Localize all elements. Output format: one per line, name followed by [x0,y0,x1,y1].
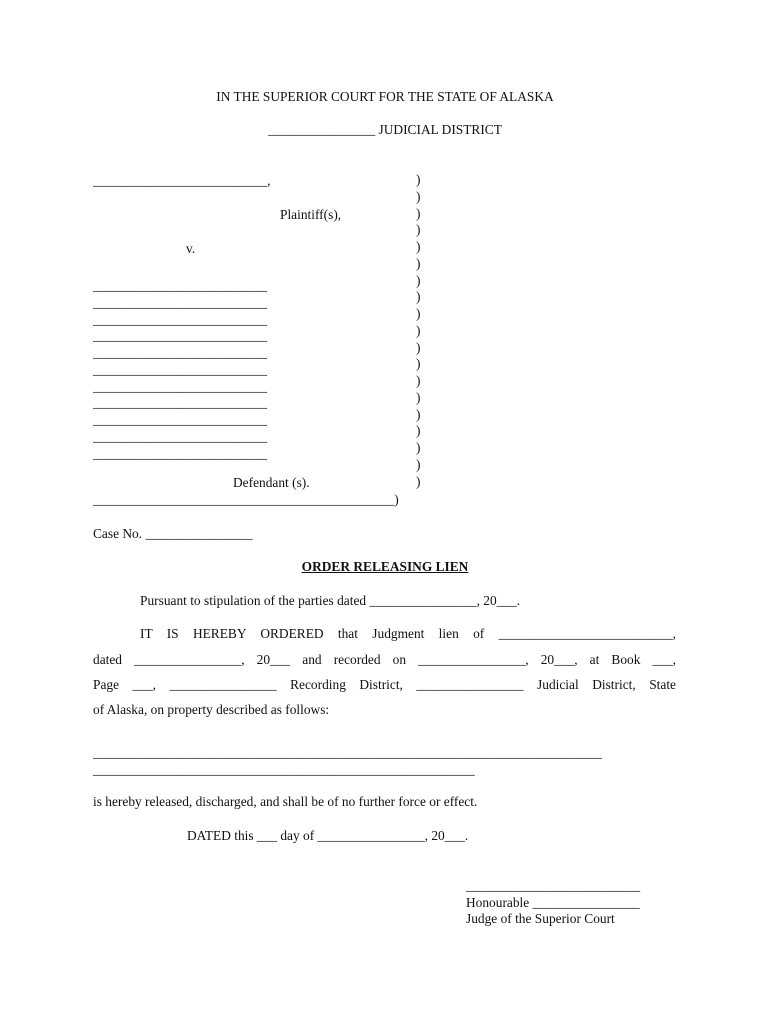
release-statement: is hereby released, discharged, and shall be of no further force or effect. [93,794,478,809]
caption-paren: ) [416,473,421,489]
defendant-blank: __________________________ [93,428,268,444]
versus-label: v. [186,241,196,256]
case-number: Case No. ________________ [93,526,253,541]
caption-paren: ) [416,289,421,305]
stipulation-paragraph: Pursuant to stipulation of the parties dated ________________, 20___. [140,593,521,608]
caption-paren: ) [416,306,421,321]
defendant-blanks [93,278,267,462]
caption-paren: ) [416,389,421,405]
plaintiff-label: Plaintiff(s), [280,207,342,222]
defendant-blank: __________________________ [93,378,268,394]
plaintiff-blank: __________________________, [93,173,271,188]
caption-paren: ) [416,322,421,338]
defendant-blank: __________________________ [93,311,268,327]
caption-paren: ) [416,339,421,355]
caption-paren: ) [416,373,421,388]
signature-line: __________________________ [466,878,641,893]
honourable-line: Honourable ________________ [466,895,640,910]
order-line-1: IT IS HEREBY ORDERED that Judgment lien of __________________________, [140,626,676,641]
defendant-blank: __________________________ [93,412,268,427]
defendant-blank: __________________________ [93,361,268,377]
order-line-4: of Alaska, on property described as follows: [93,702,330,717]
property-description-line: ____________________________________________________________________________ [93,745,602,760]
caption-paren: ) [416,172,421,187]
caption-paren: ) [416,456,421,472]
caption-paren: ) [416,222,421,238]
judge-title: Judge of the Superior Court [466,911,615,926]
judicial-district-line: ________________ JUDICIAL DISTRICT [268,122,502,137]
defendant-label: Defendant (s). [233,475,310,490]
caption-bottom-rule: _____________________________________________) [93,492,399,507]
defendant-blank: __________________________ [93,328,268,344]
defendant-blank: __________________________ [93,278,268,293]
caption-paren: ) [416,239,421,254]
defendant-blank: __________________________ [93,395,268,411]
caption-paren: ) [416,423,421,439]
order-title: ORDER RELEASING LIEN [301,559,469,574]
order-line-2: dated ________________, 20___ and recorded on ________________, 20___, at Book ___, [93,652,676,667]
order-line-3: Page ___, ________________ Recording District, ________________ Judicial District, State [93,677,676,692]
court-heading: IN THE SUPERIOR COURT FOR THE STATE OF ALASKA [216,89,554,104]
caption-paren: ) [416,406,421,422]
caption-paren: ) [416,188,421,204]
caption-paren: ) [416,255,421,271]
dated-line: DATED this ___ day of ________________, 20___. [187,828,469,843]
property-description-line: _________________________________________________________ [93,762,475,777]
caption-paren: ) [416,205,421,221]
caption-paren-column [416,172,428,490]
caption-paren: ) [416,440,421,455]
defendant-blank: __________________________ [93,294,268,310]
caption-paren: ) [416,272,421,288]
caption-paren: ) [416,356,421,372]
defendant-blank: __________________________ [93,445,268,461]
defendant-blank: __________________________ [93,345,268,360]
